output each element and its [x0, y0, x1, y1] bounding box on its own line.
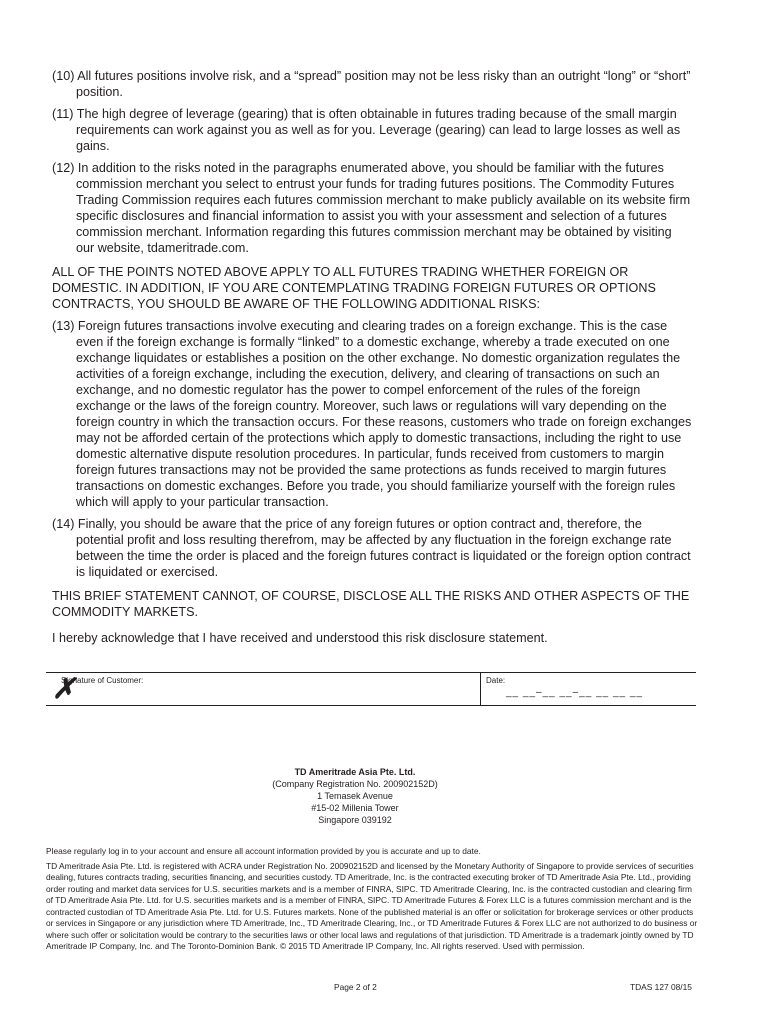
- date-label: Date:: [486, 676, 506, 685]
- legal-disclaimer: TD Ameritrade Asia Pte. Ltd. is registered with ACRA under Registration No. 200902152D and licensed by the Monetary Authority of Singapore to provide services of securities dealing, futures contracts trading, securities financing, and securities custody. TD Ameritrade, Inc. is the contracted executing broker of TD Ameritrade Asia Pte. Ltd., providing order routing and market data services for U.S. securities markets and is a member of FINRA, SIPC. TD Ameritrade Clearing, Inc. is the contracted custodian and clearing firm of TD Ameritrade Asia Pte. Ltd. for U.S. securities markets and is a member of FINRA, SIPC. TD Ameritrade Futures & Forex LLC is a futures commission merchant and is the contracted custodian of TD Ameritrade Asia Pte. Ltd. for U.S. Futures markets. None of the published material is an offer or solicitation for brokerage services or other products or services in Singapore or any jurisdiction where TD Ameritrade, Inc., TD Ameritrade Clearing, Inc., or TD Ameritrade Futures & Forex LLC are not authorized to do business or where such offer or solicitation would be contrary to the securities laws or other local laws and regulations of that jurisdiction. TD Ameritrade is a trademark jointly owned by TD Ameritrade IP Company, Inc. and The Toronto-Dominion Bank. © 2015 TD Ameritrade IP Company, Inc. All rights reserved. Used with permission.: [46, 860, 698, 951]
- item-text: All futures positions involve risk, and a “spread” position may not be less risky than an outright “long” or “short” position.: [76, 69, 691, 99]
- risk-item-10: [52, 68, 692, 100]
- acknowledgement-text: I hereby acknowledge that I have received and understood this risk disclosure statement.: [52, 631, 548, 645]
- address-line-3: Singapore 039192: [318, 815, 392, 825]
- item-number: (11): [52, 107, 74, 121]
- disclosure-body: [52, 68, 692, 646]
- brief-statement: THIS BRIEF STATEMENT CANNOT, OF COURSE, DISCLOSE ALL THE RISKS AND OTHER ASPECTS OF THE COMMODITY MARKETS.: [52, 589, 690, 619]
- item-number: (14): [52, 517, 75, 531]
- signature-x-icon: ✗: [52, 673, 76, 704]
- company-address-block: [0, 766, 710, 826]
- company-name: TD Ameritrade Asia Pte. Ltd.: [294, 767, 416, 777]
- footer-legal: [46, 846, 700, 956]
- item-number: (10): [52, 69, 75, 83]
- item-text: Foreign futures transactions involve executing and clearing trades on a foreign exchange. This is the case even if the foreign exchange is formally “linked” to a domestic exchange, whereby a trade executed on one exchange liquidates or establishes a position on the other exchange. No domestic organization regulates the activities of a foreign exchange, including the execution, delivery, and clearing of transactions on such an exchange, and no domestic regulator has the power to compel enforcement of the rules of the foreign exchange or the laws of the foreign country. Moreover, such laws or regulations will vary depending on the foreign country in which the transaction occurs. For these reasons, customers who trade on foreign exchanges may not be afforded certain of the protections which apply to domestic transactions, including the right to use domestic alternative dispute resolution procedures. In particular, funds received from customers to margin foreign futures transactions may not be provided the same protections as funds received to margin futures transactions on domestic exchanges. Before you trade, you should familiarize yourself with the foreign rules which will apply to your particular transaction.: [76, 319, 692, 509]
- date-field[interactable]: __ __–__ __–__ __ __ __: [506, 687, 643, 698]
- item-text: The high degree of leverage (gearing) that is often obtainable in futures trading because of the small margin requirements can work against you as well as for you. Leverage (gearing) can lead to large losses as well as gains.: [76, 107, 681, 153]
- item-number: (13): [52, 319, 75, 333]
- address-line-2: #15-02 Millenia Tower: [311, 803, 399, 813]
- signature-divider: [480, 673, 481, 705]
- risk-item-14: [52, 516, 692, 580]
- signature-box: [46, 672, 696, 706]
- item-text: Finally, you should be aware that the price of any foreign futures or option contract and, therefore, the potential profit and loss resulting therefrom, may be affected by any fluctuation in the foreign exchange rate between the time the order is placed and the foreign futures contract is liquidated or the foreign option contract is liquidated or exercised.: [76, 517, 691, 579]
- signature-label: Signature of Customer:: [61, 676, 144, 685]
- company-registration: (Company Registration No. 200902152D): [272, 779, 438, 789]
- risk-item-13: [52, 318, 692, 510]
- risk-item-12: [52, 160, 692, 256]
- foreign-risks-statement: ALL OF THE POINTS NOTED ABOVE APPLY TO ALL FUTURES TRADING WHETHER FOREIGN OR DOMESTIC. IN ADDITION, IF YOU ARE CONTEMPLATING TRADING FOREIGN FUTURES OR OPTIONS CONTRACTS, YOU SHOULD BE AWARE OF THE FOLLOWING ADDITIONAL RISKS:: [52, 265, 656, 311]
- form-code: TDAS 127 08/15: [630, 982, 692, 992]
- account-notice: Please regularly log in to your account and ensure all account information provided by you is accurate and up to date.: [46, 846, 481, 856]
- item-number: (12): [52, 161, 75, 175]
- risk-item-11: [52, 106, 692, 154]
- page-number: Page 2 of 2: [334, 982, 377, 992]
- address-line-1: 1 Temasek Avenue: [317, 791, 393, 801]
- item-text: In addition to the risks noted in the paragraphs enumerated above, you should be familiar with the futures commission merchant you select to entrust your funds for trading futures positions. The Commodity Futures Trading Commission requires each futures commission merchant to make publicly available on its website firm specific disclosures and financial information to assist you with your assessment and selection of a futures commission merchant. Information regarding this futures commission merchant may be obtained by visiting our website, tdameritrade.com.: [76, 161, 691, 255]
